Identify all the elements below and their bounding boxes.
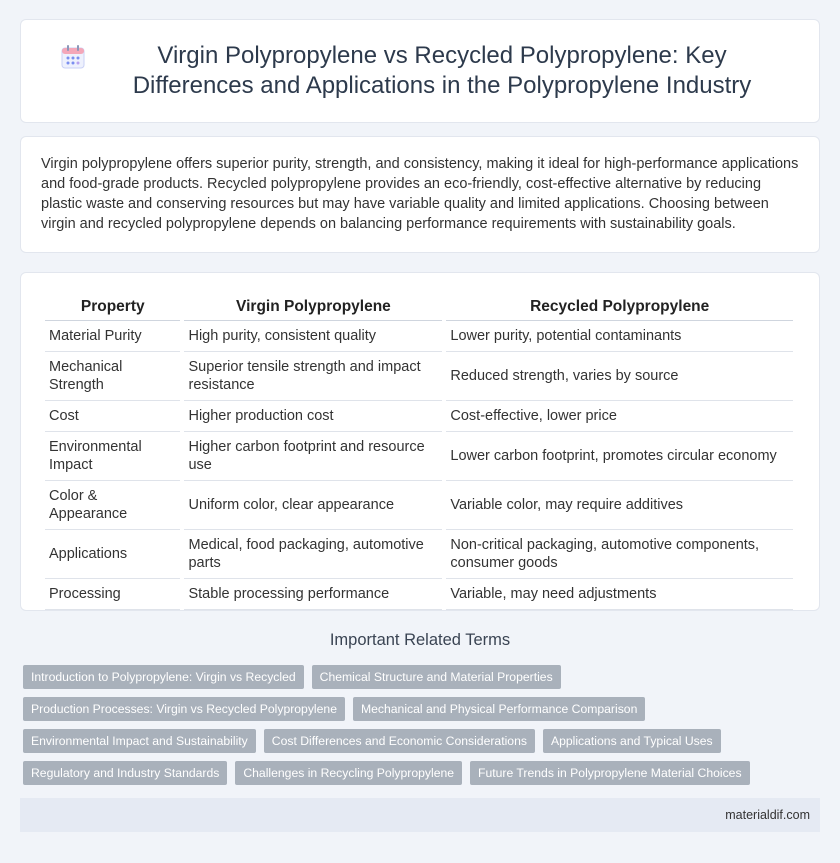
footer-site-link[interactable]: materialdif.com [725,808,810,822]
header-property: Property [45,295,180,321]
cell-virgin: Uniform color, clear appearance [184,481,442,530]
cell-recycled: Cost-effective, lower price [446,401,793,432]
table-row [45,579,793,610]
cell-virgin: High purity, consistent quality [184,321,442,352]
summary-text: Virgin polypropylene offers superior purity, strength, and consistency, making it ideal for high-performance applications and food-grade products. Recycled polypropylene provides an eco-friendly, cost-effective alternative by reducing plastic waste and conserving resources but may have variable quality and limited applications. Choosing between virgin and recycled polypropylene depends on balancing performance requirements with sustainability goals. [41,156,799,232]
table-row [45,432,793,481]
summary-card [20,136,820,253]
page-title: Virgin Polypropylene vs Recycled Polypropylene: Key Differences and Applications in the Polypropylene Industry [132,42,752,99]
calendar-icon [58,42,88,72]
cell-property: Applications [45,530,180,579]
related-term-tag[interactable]: Cost Differences and Economic Considerations [264,729,535,753]
cell-recycled: Reduced strength, varies by source [446,352,793,401]
table-row [45,481,793,530]
table-row [45,352,793,401]
related-term-tag[interactable]: Applications and Typical Uses [543,729,721,753]
table-row [45,530,793,579]
cell-virgin: Stable processing performance [184,579,442,610]
related-terms-tags [23,665,823,793]
related-term-tag[interactable]: Challenges in Recycling Polypropylene [235,761,462,785]
cell-virgin: Higher carbon footprint and resource use [184,432,442,481]
related-term-tag[interactable]: Production Processes: Virgin vs Recycled Polypropylene [23,697,345,721]
related-term-tag[interactable]: Environmental Impact and Sustainability [23,729,256,753]
header-recycled: Recycled Polypropylene [446,295,793,321]
cell-property: Cost [45,401,180,432]
header-card [20,19,820,123]
cell-property: Material Purity [45,321,180,352]
cell-property: Processing [45,579,180,610]
related-terms-title: Important Related Terms [329,631,511,649]
table-row [45,321,793,352]
table-row [45,401,793,432]
related-term-tag[interactable]: Introduction to Polypropylene: Virgin vs Recycled [23,665,304,689]
cell-recycled: Lower purity, potential contaminants [446,321,793,352]
cell-property: Mechanical Strength [45,352,180,401]
header-virgin: Virgin Polypropylene [184,295,442,321]
cell-recycled: Lower carbon footprint, promotes circular economy [446,432,793,481]
related-term-tag[interactable]: Mechanical and Physical Performance Comparison [353,697,645,721]
related-term-tag[interactable]: Chemical Structure and Material Properties [312,665,561,689]
cell-virgin: Higher production cost [184,401,442,432]
cell-virgin: Medical, food packaging, automotive parts [184,530,442,579]
table-header-row [45,295,793,321]
related-term-tag[interactable]: Future Trends in Polypropylene Material Choices [470,761,750,785]
cell-recycled: Variable color, may require additives [446,481,793,530]
cell-recycled: Variable, may need adjustments [446,579,793,610]
cell-property: Environmental Impact [45,432,180,481]
cell-recycled: Non-critical packaging, automotive components, consumer goods [446,530,793,579]
cell-property: Color & Appearance [45,481,180,530]
footer [20,798,820,832]
comparison-table-card [20,272,820,611]
comparison-table [41,295,797,610]
cell-virgin: Superior tensile strength and impact resistance [184,352,442,401]
related-term-tag[interactable]: Regulatory and Industry Standards [23,761,227,785]
